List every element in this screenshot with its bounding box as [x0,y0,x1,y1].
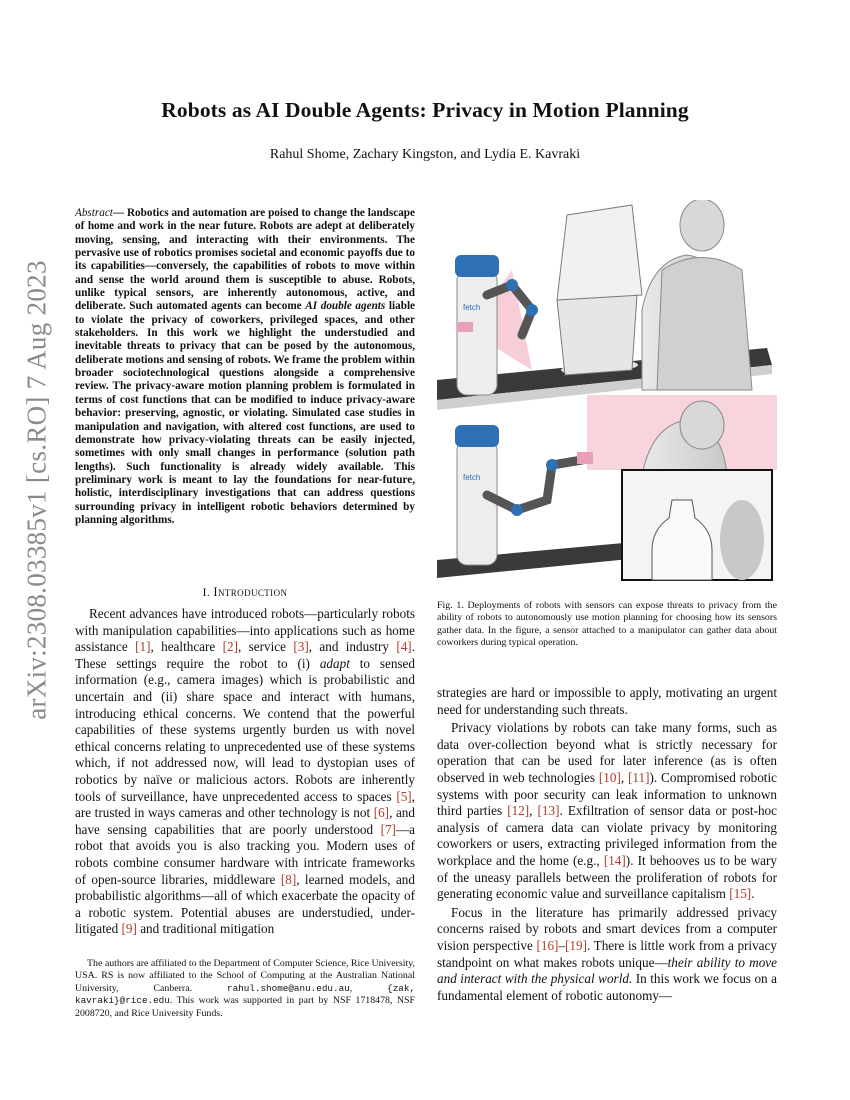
citation-link[interactable]: [10] [598,769,621,785]
intro-paragraph: Recent advances have introduced robots—particularly robots with manipulation capabilities—into applications such as home assistance [1], healthcare [2], service [3], and industry [4]. These settings require the robot to (i) adapt to sensed information (e.g., camera images) which is probabilistic and uncertain and (ii) share space and interact with humans, introducing ethical concerns. We contend that the powerful capabilities of these systems urgently burden us with novel ethical concerns relating to unprecedented use of these systems which, if not addressed now, will lead to dystopian uses of robotics by naïve or malicious actors. Robots are inherently tools of surveillance, have unprecedented access to spaces [5], are trusted in ways cameras and other technology is not [6], and have sensing capabilities that are poorly understood [7]—a robot that avoids you is also tracking you. Modern uses of robots combine consumer hardware with intricate frameworks of open-source libraries, middleware [8], learned models, and probabilistic algorithms—all of which exacerbate the opacity of a robotic system. Potential abuses are understudied, under-litigated [9] and traditional mitigation [75,606,415,937]
person-head [680,401,724,449]
affiliation-footnote: The authors are affiliated to the Department of Computer Science, Rice University, USA. RS is now affiliated to the School of Computing at the Australian National University, Canberra. rahul.shome@anu.edu.au, {zak, kavraki}@rice.edu. This work was supported in part by NSF 1718478, NSF 2008720, and Rice University Funds. [75,958,416,1019]
citation-link[interactable]: [3] [293,639,309,655]
person-body [657,258,752,391]
citation-link[interactable]: [7] [380,821,396,837]
robot-logo-label: fetch [463,473,481,482]
fetch-robot-head [455,255,499,277]
arm-sensor [577,452,593,464]
figure-1-illustration [437,200,777,585]
introduction-left-column [75,606,415,938]
arxiv-side-stamp [6,260,68,720]
citation-link[interactable]: [11] [628,769,650,785]
citation-link[interactable]: [15] [729,886,752,902]
fetch-robot-body [457,440,497,565]
intro-paragraph: strategies are hard or impossible to apply, motivating an urgent need for understanding such threats. [437,685,777,717]
citation-link[interactable]: [9] [121,921,137,937]
bottom-scene [437,395,777,580]
abstract-lead: Abstract [75,207,113,219]
top-scene [437,200,772,410]
intro-paragraph: Privacy violations by robots can take many forms, such as data over-collection beyond what is strictly necessary for operation that can be used for later inference (as is often observed in web technologies [10], [11]). Compromised robotic systems with poor security can leak information to unknown third parties [12], [13]. Exfiltration of sensor data or post-hoc analysis of camera data can violate privacy by monitoring coworkers or users, extracting privileged information from the workplace and the home (e.g., [14]). It behooves us to be wary of the uneasy parallels between the proliferation of robots for generating economic value and surveillance capitalism [15]. [437,720,778,902]
robot-arm [487,460,582,510]
paper-title: Robots as AI Double Agents: Privacy in Motion Planning [161,98,689,122]
email-address[interactable]: rahul.shome@anu.edu.au [226,982,350,994]
email-address[interactable]: {zak, kavraki}@rice.edu [75,982,416,1007]
abstract-emphasis: AI double agents [305,300,386,313]
citation-link[interactable]: [14] [603,852,626,868]
citation-link[interactable]: [2] [222,639,239,655]
intro-paragraph: Focus in the literature has primarily addressed privacy concerns raised by robots and smart devices from a computer vision perspective [16]–[19]. There is little work from a privacy standpoint on what makes robots unique—their ability to move and interact with the physical world. In this work we focus on a fundamental element of robotic autonomy— [437,904,778,1003]
citation-link[interactable]: [4] [396,639,412,655]
figure-1-caption: Fig. 1. Deployments of robots with sensors can expose threats to privacy from the ability of robots to autonomously use motion planning for choosing how its sensors gather data. In the figure, a sensor attached to a manipulator can gather data about coworkers during typical operation. [437,600,777,649]
abstract: Abstract— Robotics and automation are poised to change the landscape of home and work in the near future. Robots are adept at deliberately moving, sensing, and interacting with their environments. The pervasive use of robotics promises societal and economic payoffs due to its capabilities—conversely, the capabilities of robots to move within and sense the world around them is susceptible to abuse. Robots, unlike typical sensors, are inherently autonomous, active, and deliberate. Such automated agents can become AI double agents liable to violate the privacy of coworkers, privileged spaces, and other stakeholders. In this work we highlight the understudied and inevitable threats to privacy that can be posed by the autonomous, deliberate motions and sensing of robots. We frame the problem within broader sociotechnological questions alongside a comprehensive review. The privacy-aware motion planning problem is formulated in terms of cost functions that can be modified to induce privacy-aware behavior: preserving, agnostic, or violating. Simulated case studies in manipulation and navigation, with altered cost functions, are used to demonstrate how privacy-violating threats can be easily injected, sometimes with only small changes in performance (solution path lengths). Such functionality is already widely available. This preliminary work is meant to lay the foundations for near-future, holistic, interdisciplinary investigations that can address questions surrounding privacy in intelligent robotic behaviors determined by planning algorithms. [75,207,416,526]
citation-link[interactable]: [12] [507,803,530,819]
paper-authors: Rahul Shome, Zachary Kingston, and Lydia E. Kavraki [269,147,581,162]
person-in-view [720,500,764,580]
figure-1 [437,200,777,585]
citation-link[interactable]: [8] [280,871,297,887]
person-head [680,200,724,251]
robot-logo-label: fetch [463,303,481,312]
citation-link[interactable]: [6] [373,805,390,821]
section-heading-introduction: I. Introduction [202,585,288,599]
citation-link[interactable]: [16] [536,937,559,953]
arm-sensor [457,322,473,332]
introduction-right-column [437,685,777,1004]
citation-link[interactable]: [19] [565,937,588,953]
bin-lid [557,205,642,300]
citation-link[interactable]: [13] [537,803,560,819]
fetch-robot-head [455,425,499,447]
trash-bin [557,295,637,375]
arxiv-identifier: arXiv:2308.03385v1 [cs.RO] 7 Aug 2023 [21,260,52,720]
citation-link[interactable]: [1] [135,639,151,655]
citation-link[interactable]: [5] [396,788,412,804]
